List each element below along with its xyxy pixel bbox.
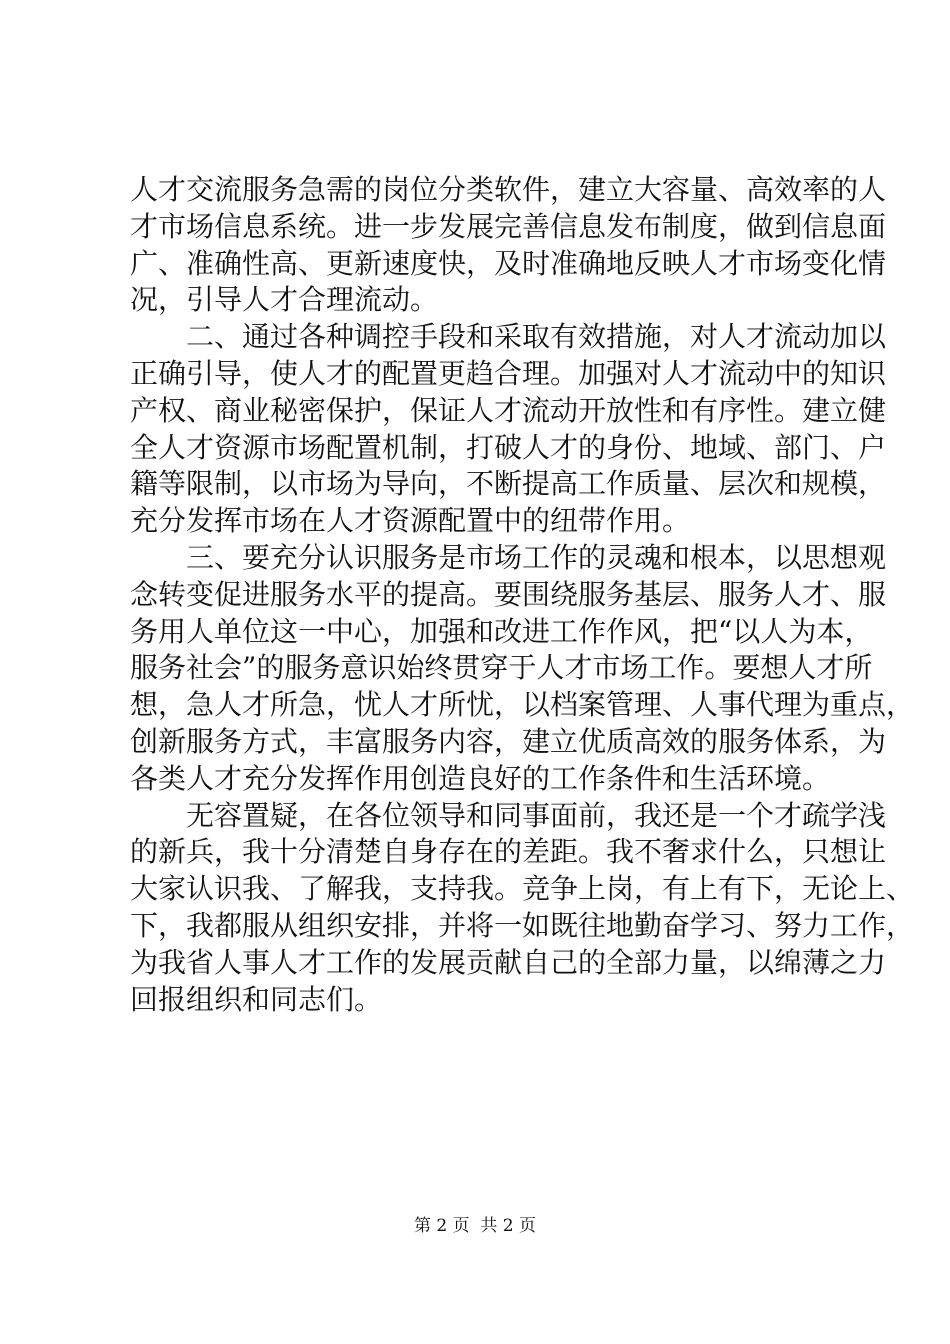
- paragraph-line: 务用人单位这一中心，加强和改进工作作风，把“以人为本，: [130, 614, 873, 648]
- paragraph: [130, 798, 915, 1019]
- paragraph-line: 三、要充分认识服务是市场工作的灵魂和根本，以思想观: [186, 540, 887, 574]
- paragraph-line: 的新兵，我十分清楚自身存在的差距。我不奢求什么，只想让: [130, 835, 887, 869]
- paragraph-line: 创新服务方式，丰富服务内容，建立优质高效的服务体系，为: [130, 724, 887, 758]
- paragraph-line: 才市场信息系统。进一步发展完善信息发布制度，做到信息面: [130, 209, 887, 243]
- paragraph-line: 回报组织和同志们。: [130, 982, 383, 1016]
- paragraph-line: 无容置疑，在各位领导和同事面前，我还是一个才疏学浅: [186, 798, 887, 832]
- paragraph-line: 大家认识我、了解我，支持我。竞争上岗，有上有下，无论上、: [130, 872, 915, 906]
- paragraph-line: 为我省人事人才工作的发展贡献自己的全部力量，以绵薄之力: [130, 945, 887, 979]
- page-footer: [0, 1214, 950, 1238]
- paragraph-line: 人才交流服务急需的岗位分类软件，建立大容量、高效率的人: [130, 173, 887, 206]
- paragraph-line: 服务社会”的服务意识始终贯穿于人才市场工作。要想人才所: [130, 651, 873, 685]
- paragraph-line: 正确引导，使人才的配置更趋合理。加强对人才流动中的知识: [130, 356, 887, 390]
- paragraph-line: 想，急人才所急，忧人才所忧，以档案管理、人事代理为重点，: [130, 688, 915, 722]
- paragraph-line: 广、准确性高、更新速度快，及时准确地反映人才市场变化情: [130, 246, 887, 280]
- paragraph-line: 下，我都服从组织安排，并将一如既往地勤奋学习、努力工作，: [130, 908, 915, 942]
- document-body: [130, 172, 915, 1018]
- paragraph: [130, 172, 887, 319]
- paragraph-line: 二、通过各种调控手段和采取有效措施，对人才流动加以: [186, 320, 887, 354]
- paragraph-line: 充分发挥市场在人才资源配置中的纽带作用。: [130, 504, 691, 538]
- paragraph: [130, 319, 887, 540]
- page-number-label: 第 2 页 共 2 页: [413, 1216, 537, 1236]
- paragraph-line: 况，引导人才合理流动。: [130, 283, 439, 317]
- paragraph-line: 全人才资源市场配置机制，打破人才的身份、地域、部门、户: [130, 430, 887, 464]
- paragraph-line: 各类人才充分发挥作用创造良好的工作条件和生活环境。: [130, 761, 831, 795]
- paragraph: [130, 540, 915, 798]
- paragraph-line: 念转变促进服务水平的提高。要围绕服务基层、服务人才、服: [130, 577, 887, 611]
- paragraph-line: 籍等限制，以市场为导向，不断提高工作质量、层次和规模，: [130, 467, 887, 501]
- paragraph-line: 产权、商业秘密保护，保证人才流动开放性和有序性。建立健: [130, 393, 887, 427]
